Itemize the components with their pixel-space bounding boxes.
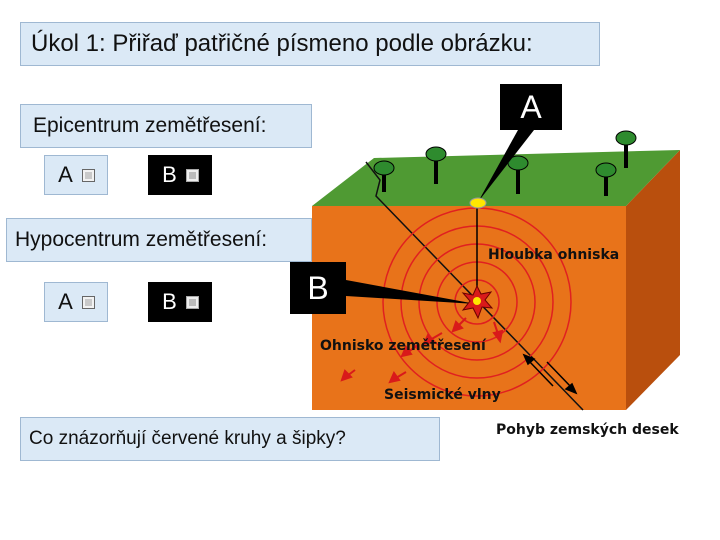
checkbox-icon[interactable] — [187, 297, 198, 308]
task-instruction-text: Úkol 1: Přiřaď patřičné písmeno podle obrázku: — [31, 30, 533, 57]
question-box — [20, 417, 440, 461]
epicenter-question — [20, 104, 312, 148]
epicenter-option-a[interactable] — [44, 155, 108, 195]
waves-label: Seismické vlny — [384, 387, 501, 403]
epicenter-option-b[interactable] — [148, 155, 212, 195]
hypocenter-option-b-label: B — [162, 289, 177, 314]
checkbox-icon[interactable] — [187, 170, 198, 181]
callout-a — [500, 84, 562, 130]
focus-label: Ohnisko zemětřesení — [320, 338, 486, 354]
hypocenter-option-a[interactable] — [44, 282, 108, 322]
plates-label: Pohyb zemských desek — [496, 422, 679, 438]
epicenter-label: Epicentrum zemětřesení: — [33, 114, 267, 137]
callout-b — [290, 262, 346, 314]
epicenter-marker — [470, 198, 486, 208]
epicenter-option-b-label: B — [162, 162, 177, 187]
hypocenter-question — [6, 218, 312, 262]
task-instruction — [20, 22, 600, 66]
checkbox-icon[interactable] — [83, 170, 94, 181]
hypocenter-option-a-label: A — [58, 289, 73, 314]
checkbox-icon[interactable] — [83, 297, 94, 308]
callout-b-letter: B — [307, 269, 329, 306]
question-text: Co znázorňují červené kruhy a šipky? — [29, 428, 346, 449]
epicenter-option-a-label: A — [58, 162, 73, 187]
callout-a-letter: A — [520, 88, 542, 125]
depth-label: Hloubka ohniska — [488, 247, 620, 263]
hypocenter-label: Hypocentrum zemětřesení: — [15, 228, 268, 251]
hypocenter-option-b[interactable] — [148, 282, 212, 322]
